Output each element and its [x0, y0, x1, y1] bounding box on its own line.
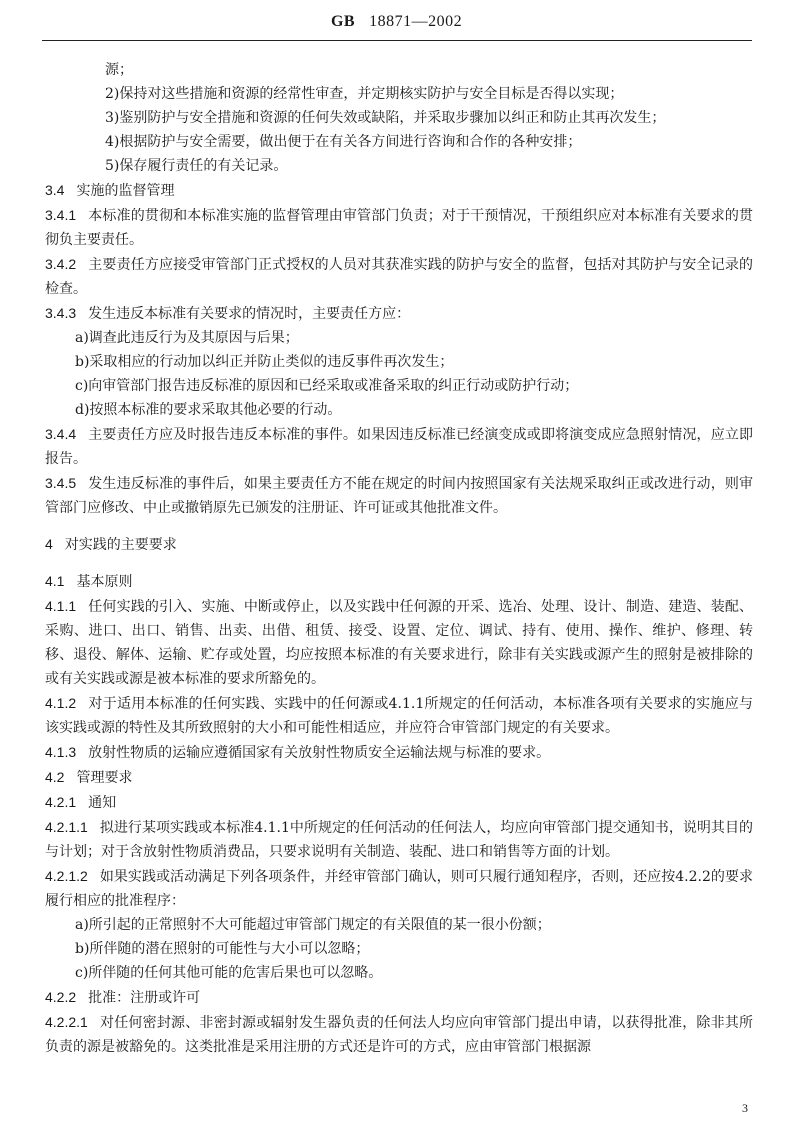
clause-number: 3.4.1 — [45, 207, 77, 223]
clause-text: 对任何密封源、非密封源或辐射发生器负责的任何法人均应向审管部门提出申请，以获得批准，除非其所负责的源是被豁免的。这类批准是采用注册的方式还是许可的方式，应由审管部门根据源 — [45, 1015, 753, 1055]
clause-text: c)向审管部门报告违反标准的原因和已经采取或准备采取的纠正行动或防护行动； — [75, 378, 579, 394]
clause-text: a)所引起的正常照射不大可能超过审管部门规定的有关限值的某一很小份额； — [75, 917, 551, 933]
clause-text: 任何实践的引入、实施、中断或停止，以及实践中任何源的开采、选冶、处理、设计、制造、建造、装配、采购、进口、出口、销售、出卖、出借、租赁、接受、设置、定位、调试、持有、使用、操作、维护、修理、转移、退役、解体、运输、贮存或处置，均应按照本标准的有关要求进行，除非有关实践或源产生的照射是被排除的或有关实践或源是被本标准的要求所豁免的。 — [45, 599, 753, 687]
clause-text: 通知 — [88, 795, 117, 811]
clause-text: 5)保存履行责任的有关记录。 — [105, 158, 288, 174]
clause-3-4-3 — [45, 301, 753, 326]
clause-number: 4.2.2.1 — [45, 1014, 88, 1030]
clause-number: 3.4.3 — [45, 305, 77, 321]
list-item — [45, 913, 753, 937]
clause-text: b)采取相应的行动加以纠正并防止类似的违反事件再次发生； — [75, 354, 454, 370]
clause-3-4 — [45, 178, 753, 203]
clause-4-2-2-1 — [45, 1010, 753, 1059]
clause-number: 4.2.1.2 — [45, 868, 88, 884]
clause-3-4-2 — [45, 252, 753, 301]
clause-number: 4.2 — [45, 769, 65, 785]
clause-3-4-5 — [45, 471, 753, 520]
clause-4-2-1-1 — [45, 815, 753, 864]
clause-text: 本标准的贯彻和本标准实施的监督管理由审管部门负责；对于干预情况，干预组织应对本标准有关要求的贯彻负主要责任。 — [45, 208, 753, 248]
clause-text: 对于适用本标准的任何实践、实践中的任何源或4.1.1所规定的任何活动，本标准各项有关要求的实施应与该实践或源的特性及其所致照射的大小和可能性相适应，并应符合审管部门规定的有关要求。 — [45, 696, 753, 736]
clause-text: 源； — [105, 62, 133, 78]
clause-number: 4.1.2 — [45, 695, 77, 711]
clause-text: 主要责任方应及时报告违反本标准的事件。如果因违反标准已经演变成或即将演变成应急照射情况，应立即报告。 — [45, 427, 753, 467]
list-item — [45, 374, 753, 398]
standard-header — [0, 13, 793, 31]
clause-number: 3.4.4 — [45, 426, 77, 442]
clause-4-1-2 — [45, 691, 753, 740]
list-item — [45, 398, 753, 422]
list-item — [45, 961, 753, 985]
clause-text: 主要责任方应接受审管部门正式授权的人员对其获准实践的防护与安全的监督，包括对其防护与安全记录的检查。 — [45, 257, 753, 297]
list-item — [45, 106, 753, 130]
clause-text: a)调查此违反行为及其原因与后果； — [75, 330, 299, 346]
clause-3-4-1 — [45, 203, 753, 252]
list-item — [45, 937, 753, 961]
clause-number: 3.4.5 — [45, 475, 77, 491]
clause-text: c)所伴随的任何其他可能的危害后果也可以忽略。 — [75, 965, 383, 981]
clause-text: b)所伴随的潜在照射的可能性与大小可以忽略； — [75, 941, 370, 957]
clause-number: 4 — [45, 536, 53, 552]
clause-text: 批准：注册或许可 — [88, 990, 201, 1006]
clause-4 — [45, 532, 753, 557]
list-item — [45, 154, 753, 178]
clause-text: 实施的监督管理 — [76, 183, 175, 199]
clause-4-2-1-2 — [45, 864, 753, 913]
clause-number: 4.2.2 — [45, 989, 77, 1005]
clause-3-4-4 — [45, 422, 753, 471]
clause-text: d)按照本标准的要求采取其他必要的行动。 — [75, 402, 342, 418]
clause-text: 放射性物质的运输应遵循国家有关放射性物质安全运输法规与标准的要求。 — [88, 745, 551, 761]
clause-number: 4.1.3 — [45, 744, 77, 760]
clause-text: 管理要求 — [76, 770, 133, 786]
list-item — [45, 58, 753, 82]
clause-text: 对实践的主要要求 — [64, 537, 177, 553]
list-item — [45, 350, 753, 374]
list-item — [45, 130, 753, 154]
list-item — [45, 326, 753, 350]
header-rule — [42, 40, 752, 41]
clause-number: 3.4.2 — [45, 256, 77, 272]
document-body — [45, 58, 753, 1059]
clause-number: 4.2.1 — [45, 794, 77, 810]
list-item — [45, 82, 753, 106]
clause-text: 基本原则 — [76, 574, 133, 590]
clause-4-1-3 — [45, 740, 753, 765]
clause-text: 发生违反本标准有关要求的情况时，主要责任方应： — [88, 306, 411, 322]
clause-4-2 — [45, 765, 753, 790]
standard-code: GB — [330, 13, 356, 30]
clause-text: 2)保持对这些措施和资源的经常性审查，并定期核实防护与安全目标是否得以实现； — [105, 86, 624, 102]
clause-text: 3)鉴别防护与安全措施和资源的任何失效或缺陷，并采取步骤加以纠正和防止其再次发生； — [105, 110, 666, 126]
clause-4-2-1 — [45, 790, 753, 815]
clause-number: 4.1 — [45, 573, 65, 589]
clause-4-2-2 — [45, 985, 753, 1010]
clause-number: 4.1.1 — [45, 598, 77, 614]
clause-4-1-1 — [45, 594, 753, 691]
clause-text: 拟进行某项实践或本标准4.1.1中所规定的任何活动的任何法人，均应向审管部门提交通知书，说明其目的与计划；对于含放射性物质消费品，只要求说明有关制造、装配、进口和销售等方面的计划。 — [45, 820, 753, 860]
clause-number: 3.4 — [45, 182, 65, 198]
standard-number: 18871—2002 — [369, 13, 463, 30]
clause-text: 如果实践或活动满足下列各项条件，并经审管部门确认，则可只履行通知程序，否则，还应按4.2.2的要求履行相应的批准程序： — [45, 869, 753, 909]
clause-text: 发生违反标准的事件后，如果主要责任方不能在规定的时间内按照国家有关法规采取纠正或改进行动，则审管部门应修改、中止或撤销原先已颁发的注册证、许可证或其他批准文件。 — [45, 476, 753, 516]
clause-number: 4.2.1.1 — [45, 819, 88, 835]
page-number: 3 — [742, 1101, 748, 1115]
clause-text: 4)根据防护与安全需要，做出便于在有关各方间进行咨询和合作的各种安排； — [105, 134, 582, 150]
clause-4-1 — [45, 569, 753, 594]
